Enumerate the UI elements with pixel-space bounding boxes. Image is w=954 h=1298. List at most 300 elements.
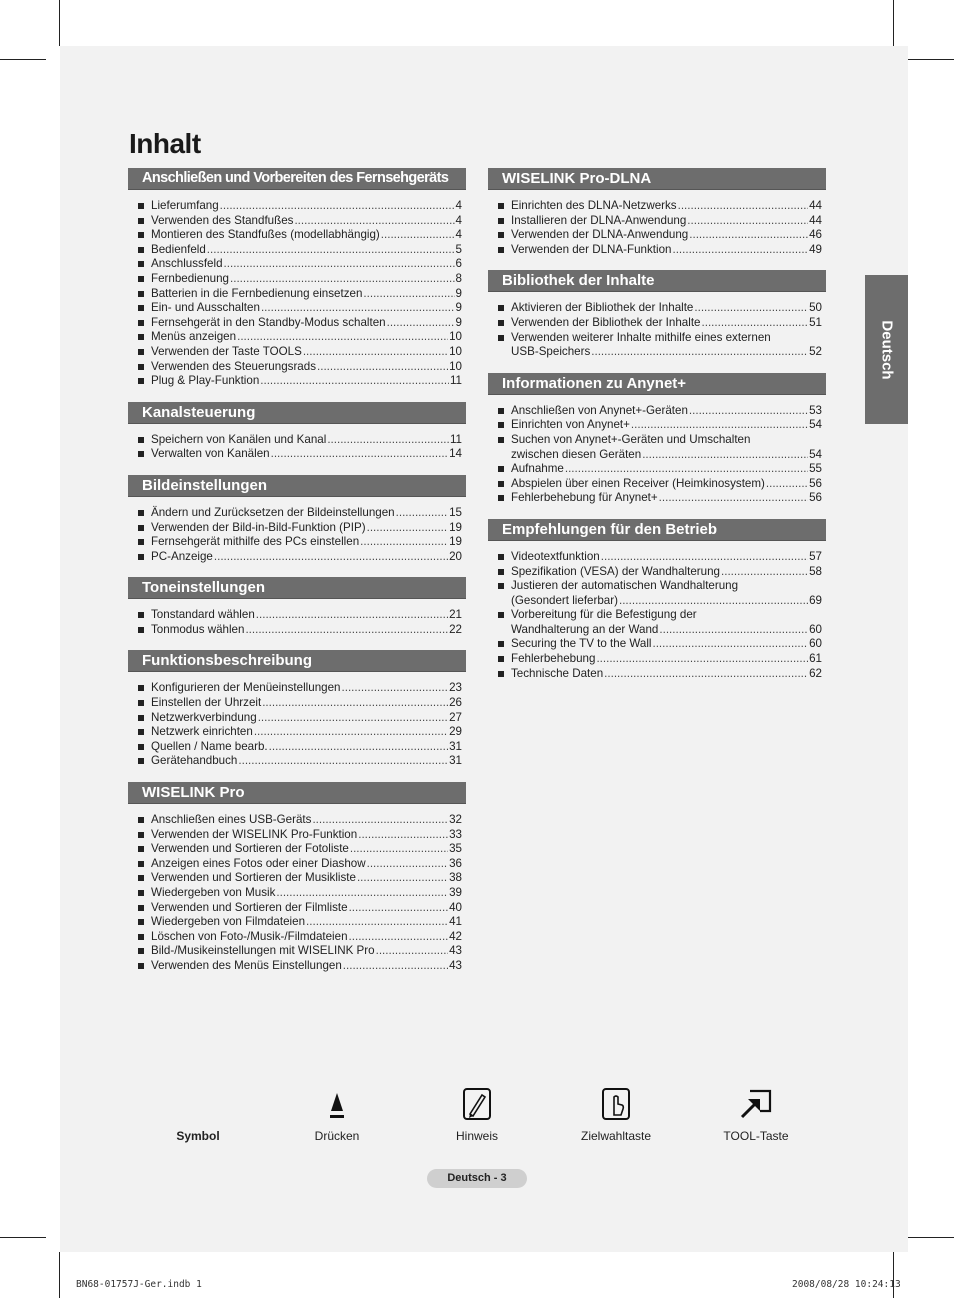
toc-entry-page: 19 [449,535,462,549]
toc-entry-text: Batterien in die Fernbedienung einsetzen [151,286,363,300]
toc-entry-page: 11 [449,432,462,446]
toc-entry-text: Ein- und Ausschalten [151,301,260,315]
toc-entry [498,667,822,682]
print-file-info: BN68-01757J-Ger.indb 1 [76,1279,202,1290]
dot-leader [687,214,808,229]
toc-entry-page: 54 [809,447,822,461]
dot-leader [258,711,448,726]
bullet-square-icon [138,291,144,297]
dot-leader [357,871,448,886]
toc-entry [138,623,462,638]
page-number-badge: Deutsch - 3 [427,1169,527,1188]
note-icon [417,1085,537,1121]
toc-section [128,402,466,462]
dot-leader [261,301,455,316]
bullet-square-icon [138,218,144,224]
press-icon [277,1085,397,1121]
toc-entry-text: Fehlerbehebung für Anynet+ [511,491,658,505]
crop-mark [908,59,954,60]
bullet-square-icon [498,656,504,662]
bullet-square-icon [138,525,144,531]
dot-leader [721,565,808,580]
toc-entry [498,243,822,258]
dot-leader [652,637,808,652]
section-header: Anschließen und Vorbereiten des Fernsehgeräts [128,168,466,190]
toc-entry [138,301,462,316]
section-header: Toneinstellungen [128,577,466,599]
toc-entry [138,901,462,916]
toc-entry [498,228,822,243]
language-tab-label: Deutsch [878,319,895,380]
toc-entry [138,842,462,857]
toc-entry [138,915,462,930]
dot-leader [214,550,448,565]
toc-entry-page: 51 [809,315,822,329]
toc-entry-list [488,190,826,257]
toc-entry [138,944,462,959]
symbol-press [277,1085,397,1143]
symbol-legend [60,1085,908,1165]
toc-entry-page: 19 [449,520,462,534]
bullet-square-icon [138,612,144,618]
dot-leader [678,199,809,214]
section-header: Bibliothek der Inhalte [488,270,826,292]
toc-entry-page: 60 [809,622,822,636]
toc-entry-text-continued: Wandhalterung an der Wand [511,622,659,636]
toc-entry-text: Verwenden und Sortieren der Filmliste [151,900,348,914]
bullet-square-icon [498,583,504,589]
crop-mark [59,0,60,46]
toc-entry-page: 53 [809,403,822,417]
bullet-square-icon [138,261,144,267]
toc-entry-text: Wiedergeben von Musik [151,886,276,899]
toc-left-column [128,168,466,987]
toc-entry [138,243,462,258]
symbol-label: Symbol [176,1129,220,1143]
toc-entry-text: Gerätehandbuch [151,754,238,768]
bullet-square-icon [498,554,504,560]
toc-entry-page: 36 [449,856,462,870]
toc-entry-text: Verwenden und Sortieren der Musikliste [151,871,356,885]
toc-entry-page: 61 [809,652,822,666]
toc-entry-page: 69 [809,593,822,607]
toc-entry-page: 44 [809,199,822,212]
toc-entry-page: 9 [455,315,462,329]
bullet-square-icon [498,641,504,647]
toc-entry-text: Aktivieren der Bibliothek der Inhalte [511,301,694,315]
toc-entry-text-continued: USB-Speichers [511,345,591,359]
bullet-square-icon [498,408,504,414]
dot-leader [306,915,448,930]
toc-entry [498,608,822,637]
toc-entry [138,506,462,521]
toc-entry-page: 10 [449,344,462,358]
toc-section [128,168,466,389]
bullet-square-icon [498,495,504,501]
toc-section [128,650,466,769]
bullet-square-icon [138,744,144,750]
toc-entry [138,871,462,886]
toc-entry-page: 49 [809,242,822,256]
toc-entry [138,550,462,565]
section-header: Informationen zu Anynet+ [488,373,826,395]
bullet-square-icon [498,466,504,472]
bullet-square-icon [138,963,144,969]
toc-entry [498,214,822,229]
toc-entry-text: Verwenden der Taste TOOLS [151,344,302,358]
toc-section [488,168,826,257]
section-header: WISELINK Pro-DLNA [488,168,826,190]
bullet-square-icon [138,378,144,384]
toc-entry [138,360,462,375]
toc-entry-text-continued: zwischen diesen Geräten [511,447,642,461]
dot-leader [303,345,448,360]
toc-entry-text: Verwenden des Menüs Einstellungen [151,958,342,972]
toc-entry-page: 40 [449,900,462,914]
toc-entry-page: 60 [809,637,822,651]
toc-entry-page: 38 [449,871,462,885]
toc-entry-page: 42 [449,929,462,943]
toc-entry [498,565,822,580]
toc-entry [138,725,462,740]
toc-entry-text: Verwenden weiterer Inhalte mithilfe eines externen [511,330,771,344]
section-header: Kanalsteuerung [128,402,466,424]
toc-entry-text: Löschen von Foto-/Musik-/Filmdateien [151,929,348,943]
bullet-square-icon [498,305,504,311]
toc-entry-list [128,804,466,974]
toc-entry-text: Bedienfeld [151,242,206,256]
toc-section [488,373,826,506]
toc-entry [498,491,822,506]
toc-entry-text: Netzwerk einrichten [151,725,253,739]
dot-leader [256,608,448,623]
toc-entry [138,330,462,345]
bullet-square-icon [138,510,144,516]
toc-entry-text: Anschlussfeld [151,257,223,271]
dot-leader [694,301,808,316]
one-touch-icon [556,1085,676,1121]
symbol-note [417,1085,537,1143]
toc-entry-list [488,292,826,359]
bullet-square-icon [138,934,144,940]
toc-entry-page: 52 [809,345,822,359]
bullet-square-icon [138,758,144,764]
dot-leader [343,959,448,974]
toc-entry-page: 55 [809,462,822,476]
toc-entry-list [488,541,826,681]
dot-leader [689,228,808,243]
toc-entry-page: 56 [809,476,822,490]
toc-entry [498,477,822,492]
toc-section [488,519,826,681]
toc-entry [498,404,822,419]
toc-entry-line2 [511,623,822,638]
section-header: Empfehlungen für den Betrieb [488,519,826,541]
toc-entry-page: 10 [449,359,462,373]
dot-leader [642,448,808,463]
print-timestamp: 2008/08/28 10:24:13 [792,1279,901,1290]
toc-entry-text: Abspielen über einen Receiver (Heimkinosystem) [511,476,765,490]
dot-leader [604,667,808,682]
toc-entry [138,886,462,901]
dot-leader [631,418,808,433]
crop-mark [0,59,46,60]
toc-entry [498,637,822,652]
toc-entry-text: Ändern und Zurücksetzen der Bildeinstellungen [151,505,395,519]
toc-entry-text: Justieren der automatischen Wandhalterung [511,579,739,593]
toc-entry-text: Anschließen von Anynet+-Geräten [511,403,688,417]
crop-mark [908,1237,954,1238]
section-header: WISELINK Pro [128,782,466,804]
toc-entry [138,447,462,462]
toc-entry [138,228,462,243]
bullet-square-icon [138,685,144,691]
toc-entry-text: Fernbedienung [151,271,229,285]
toc-entry-page: 43 [449,944,462,958]
bullet-square-icon [138,948,144,954]
toc-entry-list [128,599,466,637]
bullet-square-icon [138,861,144,867]
note-label: Hinweis [455,1129,498,1143]
toc-entry-text: PC-Anzeige [151,549,213,563]
toc-entry-text: Spezifikation (VESA) der Wandhalterung [511,564,721,578]
toc-entry-page: 31 [449,739,462,753]
toc-section [128,577,466,637]
toc-entry-page: 22 [449,622,462,636]
toc-entry-text: Fernsehgerät in den Standby-Modus schalten [151,315,386,329]
toc-entry [138,374,462,389]
toc-entry-text: Verwenden der DLNA-Anwendung [511,228,689,242]
bullet-square-icon [138,247,144,253]
toc-entry-text: Suchen von Anynet+-Geräten und Umschalten [511,432,751,446]
toc-entry-page: 58 [809,564,822,578]
toc-entry-text: Verwenden des Steuerungsrads [151,359,317,373]
toc-entry-page: 29 [449,725,462,739]
dot-leader [387,316,455,331]
dot-leader [224,257,455,272]
toc-entry-page: 33 [449,827,462,841]
toc-entry [498,331,822,360]
toc-entry [498,550,822,565]
section-header: Funktionsbeschreibung [128,650,466,672]
toc-entry-page: 14 [449,447,462,461]
toc-entry-text: Bild-/Musikeinstellungen mit WISELINK Pro [151,944,375,958]
dot-leader [565,462,808,477]
bullet-square-icon [138,349,144,355]
dot-leader [766,477,808,492]
bullet-square-icon [498,218,504,224]
toc-entry-text: Technische Daten [511,666,604,680]
dot-leader [376,944,449,959]
dot-leader [381,228,455,243]
bullet-square-icon [498,247,504,253]
bullet-square-icon [138,320,144,326]
toc-entry [138,857,462,872]
toc-entry-page: 43 [449,958,462,972]
dot-leader [207,243,455,258]
bullet-square-icon [138,539,144,545]
toc-entry [138,930,462,945]
toc-entry [138,828,462,843]
toc-entry-page: 31 [449,754,462,768]
toc-entry [498,199,822,214]
toc-entry [498,433,822,462]
dot-leader [312,813,448,828]
dot-leader [659,491,808,506]
language-tab [865,275,908,424]
toc-entry [138,199,462,214]
toc-entry [498,652,822,667]
toc-entry-text: Vorbereitung für die Befestigung der [511,608,697,622]
toc-entry-page: 15 [449,505,462,519]
toc-entry [498,462,822,477]
bullet-square-icon [498,437,504,443]
dot-leader [276,886,448,901]
toc-entry [498,316,822,331]
dot-leader [260,374,449,389]
toc-entry-page: 41 [449,915,462,929]
toc-entry-text: Verwenden und Sortieren der Fotoliste [151,842,349,856]
toc-entry [138,521,462,536]
bullet-square-icon [498,422,504,428]
bullet-square-icon [498,335,504,341]
section-header: Bildeinstellungen [128,475,466,497]
toc-entry-text: Anschließen eines USB-Geräts [151,813,312,827]
toc-entry [138,433,462,448]
crop-mark [893,1252,894,1298]
bullet-square-icon [138,715,144,721]
dot-leader [294,214,454,229]
dot-leader [659,623,808,638]
bullet-square-icon [138,875,144,881]
bullet-square-icon [138,627,144,633]
toc-entry [138,316,462,331]
toc-entry-line2 [511,594,822,609]
toc-entry-page: 27 [449,710,462,724]
toc-entry [138,214,462,229]
dot-leader [363,287,454,302]
bullet-square-icon [138,846,144,852]
toc-entry-text: Montieren des Standfußes (modellabhängig) [151,228,380,242]
toc-entry-page: 9 [455,286,462,300]
toc-section [128,475,466,564]
toc-entry-text-continued: (Gesondert lieferbar) [511,593,618,607]
toc-entry-list [488,395,826,506]
toc-entry [138,257,462,272]
toc-entry-page: 54 [809,418,822,432]
toc-entry-text: Videotextfunktion [511,549,600,563]
bullet-square-icon [138,700,144,706]
toc-entry-line2 [511,345,822,360]
toc-entry [498,301,822,316]
dot-leader [350,842,448,857]
dot-leader [702,316,809,331]
toc-entry-page: 50 [809,301,822,315]
toc-entry-text: Einrichten von Anynet+ [511,418,630,432]
toc-entry [138,681,462,696]
bullet-square-icon [138,305,144,311]
dot-leader [689,404,808,419]
dot-leader [367,857,448,872]
dot-leader [220,199,455,214]
toc-entry-text: Installieren der DLNA-Anwendung [511,213,687,227]
bullet-square-icon [138,276,144,282]
toc-entry-page: 35 [449,842,462,856]
toc-entry-list [128,497,466,564]
toc-entry-page: 10 [449,330,462,344]
toc-entry-text: Netzwerkverbindung [151,710,257,724]
toc-entry-page: 21 [449,608,462,622]
toc-entry-page: 62 [809,666,822,680]
dot-leader [619,594,808,609]
dot-leader [271,447,448,462]
bullet-square-icon [498,612,504,618]
press-label: Drücken [314,1129,360,1143]
toc-entry-list [128,672,466,769]
toc-entry-text: Verwenden der WISELINK Pro-Funktion [151,827,358,841]
dot-leader [254,725,448,740]
symbol-legend-header [138,1085,258,1143]
bullet-square-icon [138,437,144,443]
bullet-square-icon [498,320,504,326]
toc-entry-page: 56 [809,491,822,505]
dot-leader [358,828,448,843]
toc-entry-page: 39 [449,886,462,899]
toc-entry-page: 44 [809,213,822,227]
toc-entry [138,696,462,711]
toc-entry [138,740,462,755]
symbol-one-touch [556,1085,676,1143]
bullet-square-icon [138,203,144,209]
toc-entry-text: Anzeigen eines Fotos oder einer Diashow [151,856,366,870]
toc-entry-list [128,190,466,389]
bullet-square-icon [138,364,144,370]
dot-leader [238,754,448,769]
toc-entry-text: Speichern von Kanälen und Kanal [151,432,327,446]
toc-entry-text: Verwenden der Bild-in-Bild-Funktion (PIP) [151,520,366,534]
bullet-square-icon [138,232,144,238]
toc-section [488,270,826,359]
bullet-square-icon [138,905,144,911]
tool-button-label: TOOL-Taste [723,1129,789,1143]
toc-entry [138,754,462,769]
bullet-square-icon [498,569,504,575]
dot-leader [396,506,448,521]
bullet-square-icon [138,817,144,823]
dot-leader [672,243,808,258]
toc-entry [138,959,462,974]
crop-mark [0,1237,46,1238]
one-touch-label: Zielwahltaste [580,1129,652,1143]
toc-entry-text: Einrichten des DLNA-Netzwerks [511,199,677,212]
toc-entry [498,418,822,433]
dot-leader [269,740,448,755]
dot-leader [342,681,449,696]
toc-entry-text: Wiedergeben von Filmdateien [151,915,306,929]
bullet-square-icon [498,481,504,487]
toc-entry-text: Securing the TV to the Wall [511,637,652,651]
toc-entry-text: Verwenden der Bibliothek der Inhalte [511,315,701,329]
toc-entry-text: Verwenden der DLNA-Funktion [511,242,672,256]
toc-entry-text: Quellen / Name bearb. [151,739,268,753]
toc-entry-text: Einstellen der Uhrzeit [151,696,262,710]
toc-entry-page: 46 [809,228,822,242]
toc-entry-text: Verwalten von Kanälen [151,447,270,461]
bullet-square-icon [138,451,144,457]
toc-entry [138,272,462,287]
dot-leader [237,330,448,345]
dot-leader [591,345,808,360]
